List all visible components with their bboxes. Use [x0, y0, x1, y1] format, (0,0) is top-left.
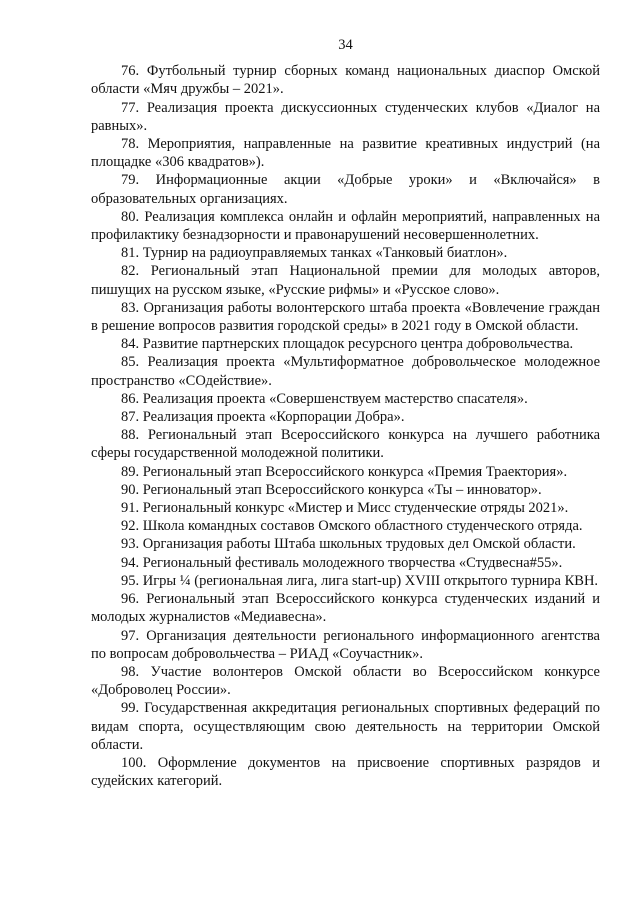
item-number: 80. — [121, 208, 140, 225]
list-item — [91, 335, 600, 353]
item-number: 94. — [121, 554, 140, 571]
list-item — [91, 663, 600, 699]
list-item — [91, 627, 600, 663]
item-number: 82. — [121, 263, 140, 280]
item-text: Турнир на радиоуправляемых танках «Танковый биатлон». — [142, 245, 508, 262]
item-number: 77. — [121, 99, 140, 116]
item-number: 86. — [121, 390, 140, 407]
list-item — [91, 481, 600, 499]
item-number: 85. — [121, 354, 140, 371]
item-text: Организация работы волонтерского штаба проекта «Вовлечение граждан в решение вопросов развития городской среды» в 2021 году в Омской области. — [91, 299, 601, 335]
list-item — [91, 426, 600, 462]
item-number: 88. — [121, 427, 140, 444]
item-text: Футбольный турнир сборных команд национальных диаспор Омской области «Мяч дружбы – 2021». — [91, 63, 600, 98]
item-number: 99. — [121, 700, 140, 717]
item-number: 98. — [121, 663, 140, 680]
item-number: 78. — [121, 136, 140, 153]
item-number: 92. — [121, 518, 140, 535]
item-number: 87. — [121, 409, 140, 426]
item-text: Организация деятельности регионального информационного агентства по вопросам добровольчества – РИАД «Соучастник». — [91, 627, 600, 662]
item-text: Оформление документов на присвоение спортивных разрядов и судейских категорий. — [91, 754, 600, 790]
item-text: Региональный этап Всероссийского конкурса «Премия Траектория». — [142, 463, 568, 480]
list-item — [91, 135, 600, 171]
item-text: Школа командных составов Омского областного студенческого отряда. — [142, 518, 583, 535]
item-text: Участие волонтеров Омской области во Всероссийском конкурсе «Доброволец России». — [91, 663, 600, 699]
item-text: Реализация проекта дискуссионных студенческих клубов «Диалог на равных». — [91, 99, 601, 134]
list-item — [91, 244, 600, 262]
list-item — [91, 499, 600, 517]
item-text: Развитие партнерских площадок ресурсного центра добровольчества. — [142, 336, 574, 353]
list-item — [91, 99, 600, 135]
list-item — [91, 390, 600, 408]
list-item — [91, 208, 600, 244]
item-text: Региональный этап Всероссийского конкурса студенческих изданий и молодых журналистов «Медиавесна». — [91, 591, 600, 626]
list-item — [91, 754, 600, 790]
list-item — [91, 517, 600, 535]
list-item — [91, 408, 600, 426]
list-item — [91, 535, 600, 553]
item-text: Региональный фестиваль молодежного творчества «Студвесна#55». — [142, 554, 563, 571]
item-number: 76. — [121, 63, 140, 80]
item-number: 91. — [121, 500, 140, 517]
item-text: Реализация проекта «Мультиформатное добровольческое молодежное пространство «СОдействие». — [91, 354, 601, 389]
list-item — [91, 171, 600, 207]
list-item — [91, 590, 600, 626]
item-text: Реализация комплекса онлайн и офлайн мероприятий, направленных на профилактику безнадзорности и правонарушений несовершеннолетних. — [91, 208, 600, 244]
item-number: 79. — [121, 172, 140, 189]
item-text: Региональный этап Всероссийского конкурса на лучшего работника сферы государственной молодежной политики. — [91, 427, 601, 462]
item-text: Игры ¼ (региональная лига, лига start-up) XVIII открытого турнира КВН. — [142, 572, 599, 589]
item-text: Мероприятия, направленные на развитие креативных индустрий (на площадке «306 квадратов»). — [91, 136, 601, 171]
list-item — [91, 463, 600, 481]
item-number: 97. — [121, 627, 140, 644]
page-number: 34 — [338, 37, 353, 53]
item-number: 90. — [121, 481, 140, 498]
list-item — [91, 262, 600, 298]
list-item — [91, 554, 600, 572]
list-item — [91, 572, 600, 590]
item-list — [91, 62, 600, 790]
item-text: Реализация проекта «Совершенствуем мастерство спасателя». — [142, 390, 528, 407]
item-number: 100. — [121, 754, 147, 771]
item-number: 95. — [121, 572, 140, 589]
item-number: 89. — [121, 463, 140, 480]
list-item — [91, 62, 600, 98]
item-text: Региональный конкурс «Мистер и Мисс студенческие отряды 2021». — [142, 500, 569, 517]
list-item — [91, 299, 600, 335]
list-item — [91, 353, 600, 389]
list-item — [91, 699, 600, 754]
item-number: 83. — [121, 299, 140, 316]
item-text: Региональный этап Национальной премии для молодых авторов, пишущих на русском языке, «Русские рифмы» и «Русское слово». — [91, 263, 600, 298]
item-text: Реализация проекта «Корпорации Добра». — [142, 409, 405, 426]
item-number: 93. — [121, 536, 140, 553]
item-number: 84. — [121, 336, 140, 353]
item-text: Региональный этап Всероссийского конкурса «Ты – инноватор». — [142, 481, 542, 498]
item-text: Государственная аккредитация региональных спортивных федераций по видам спорта, осуществляющим свою деятельность на территории Омской области. — [91, 700, 601, 753]
item-text: Организация работы Штаба школьных трудовых дел Омской области. — [142, 536, 576, 553]
item-number: 81. — [121, 245, 140, 262]
item-text: Информационные акции «Добрые уроки» и «Включайся» в образовательных организациях. — [91, 172, 600, 207]
item-number: 96. — [121, 591, 140, 608]
